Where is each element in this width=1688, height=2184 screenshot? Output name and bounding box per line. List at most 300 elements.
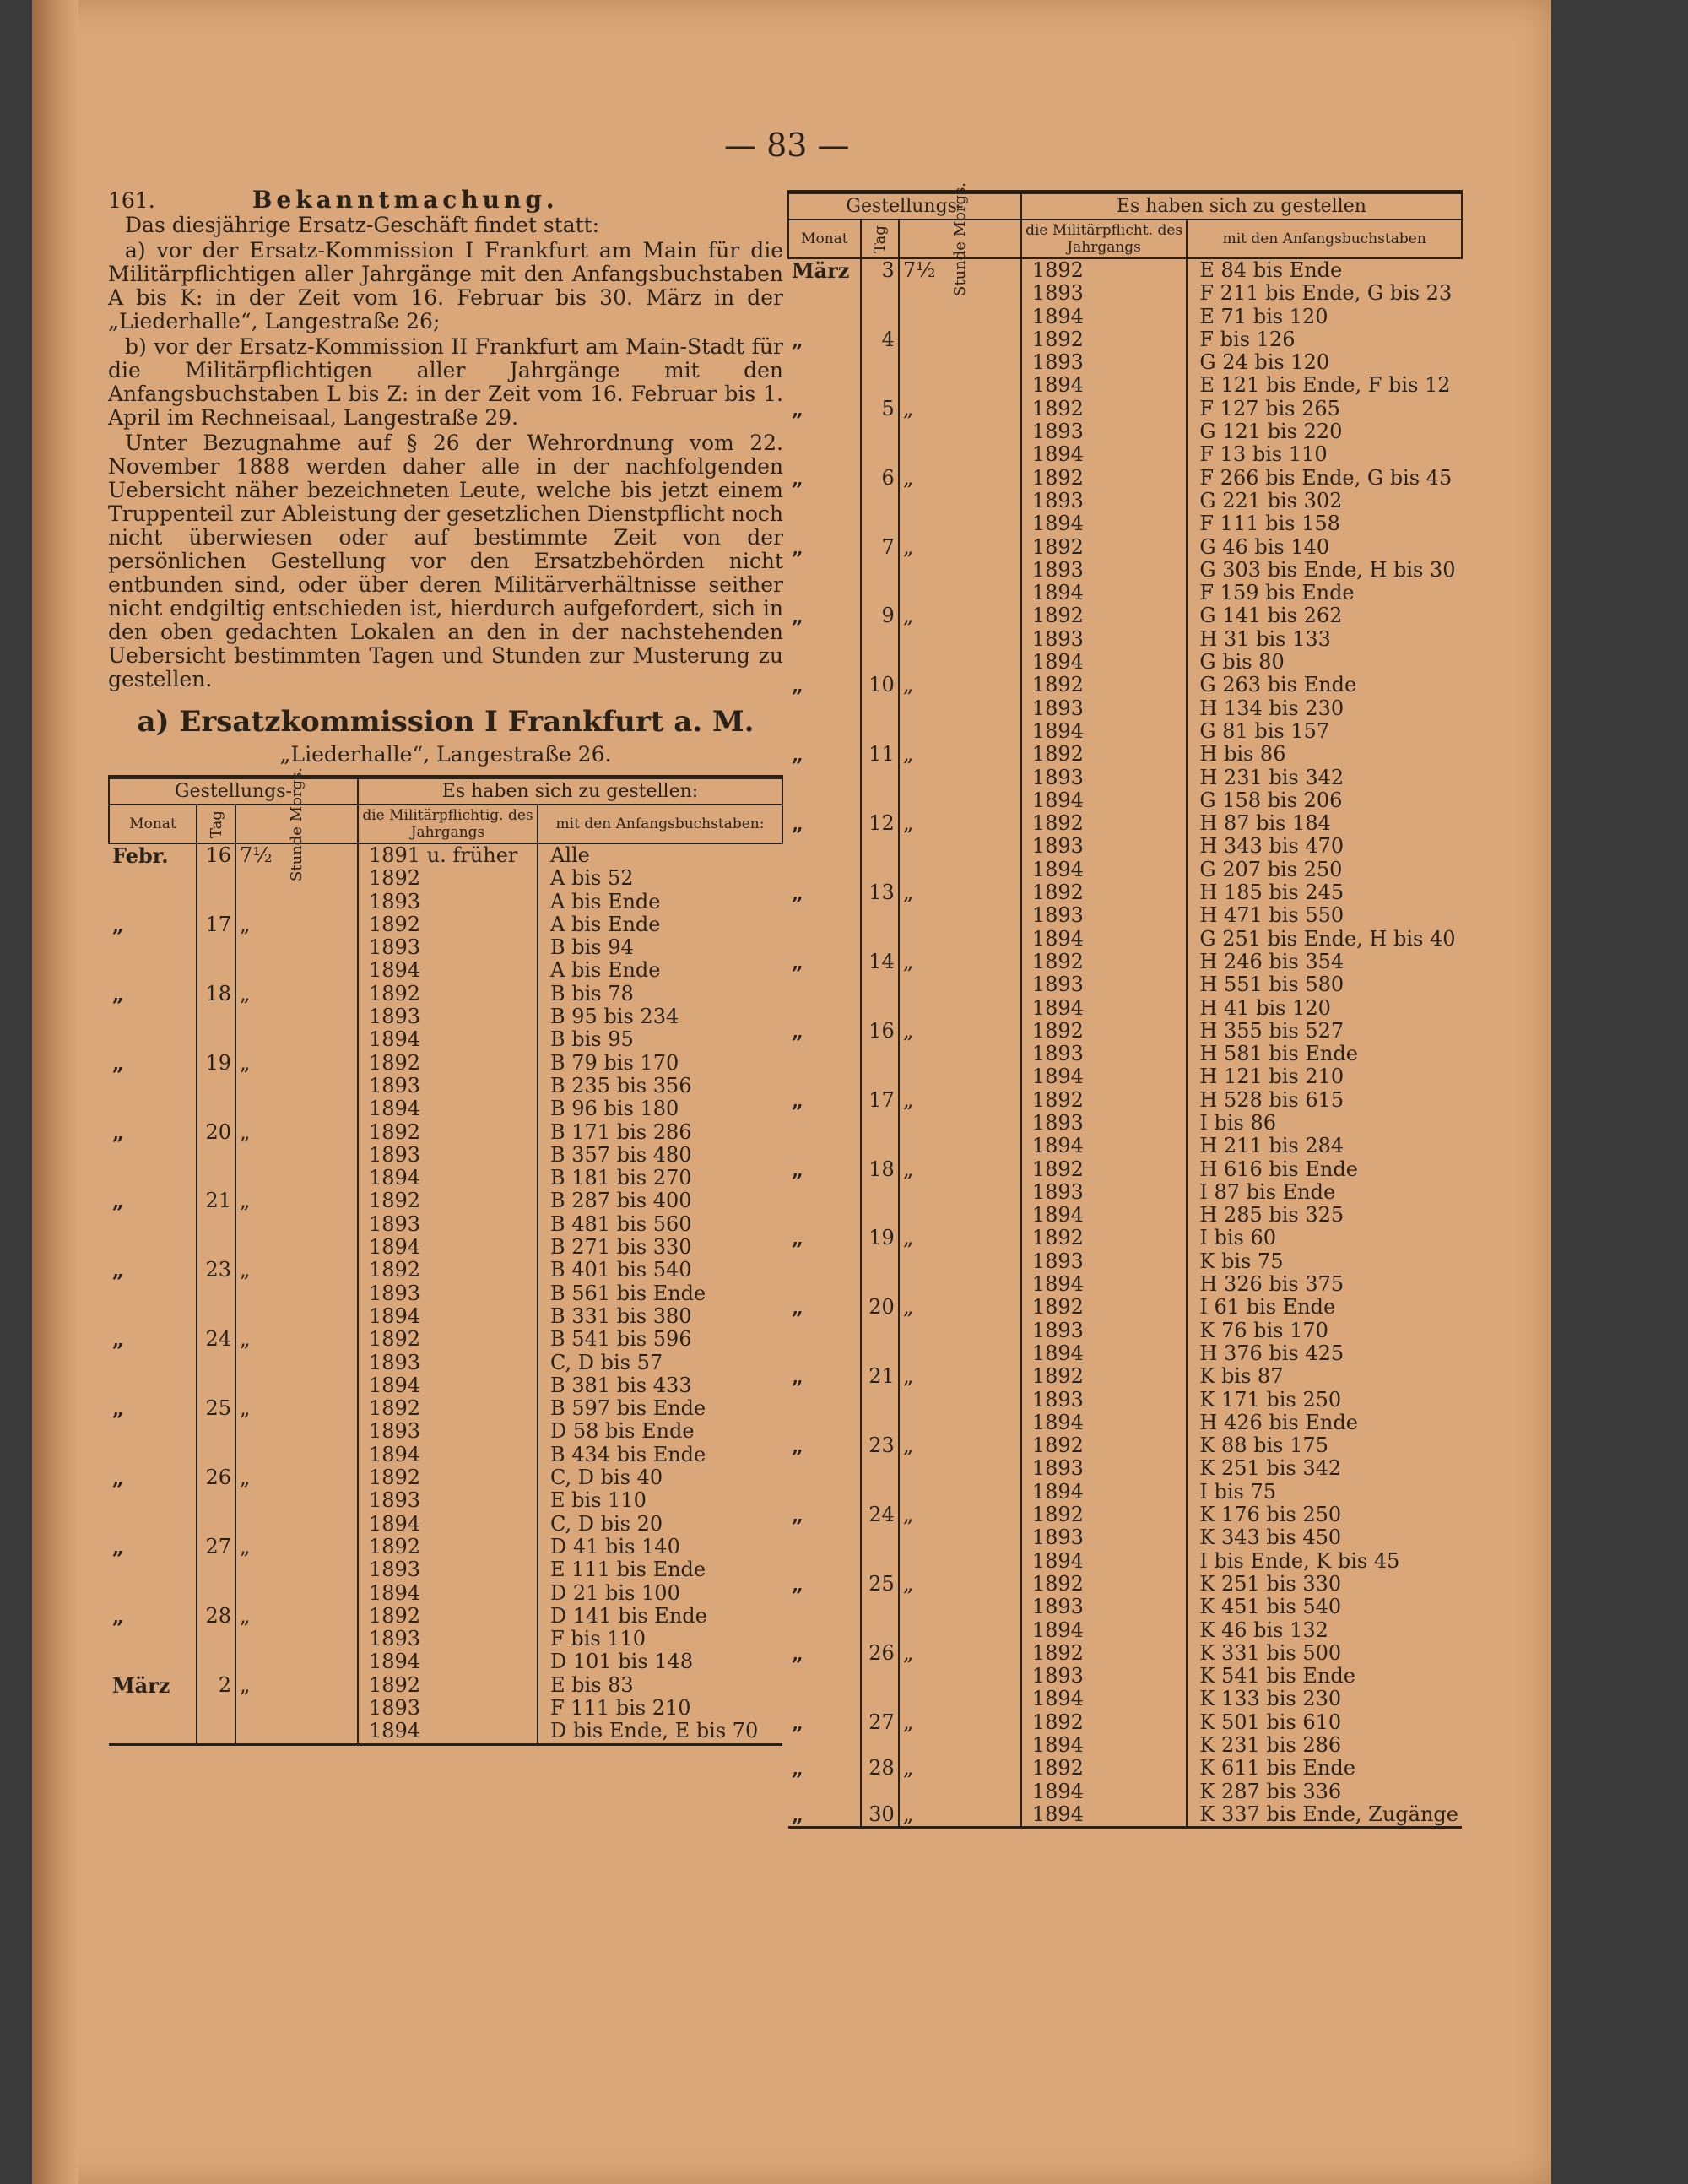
cell-monat: „ [109,1328,197,1351]
cell-monat: „ [788,881,861,904]
cell-stunde [899,1065,1021,1088]
cell-tag: 19 [197,1052,235,1075]
cell-stunde: „ [899,1573,1021,1596]
cell-buchstaben: I 87 bis Ende [1199,1179,1336,1204]
cell-buchstaben: H 246 bis 354 [1199,949,1344,973]
table-row [788,258,1462,282]
col-tag: Tag [861,219,899,258]
cell-jahrgang: 1893 [1021,559,1188,582]
cell-jahrgang: 1892 [1021,604,1188,627]
table-row [788,835,1462,858]
cell-tag [197,1282,235,1305]
cell-stunde: „ [235,1121,358,1144]
cell-jahrgang: 1893 [358,1005,538,1028]
cell-stunde [899,443,1021,466]
table-row [109,1674,782,1697]
table-row [788,1342,1462,1365]
cell-tag [197,1236,235,1259]
cell-stunde: „ [899,1365,1021,1388]
table-row [109,1605,782,1628]
cell-buchstaben: H 355 bis 527 [1199,1018,1344,1043]
cell-tag: 20 [197,1121,235,1144]
cell-jahrgang: 1894 [1021,512,1188,535]
cell-monat: „ [788,467,861,490]
cell-tag [861,904,899,927]
cell-jahrgang: 1894 [358,1582,538,1605]
cell-jahrgang: 1894 [1021,443,1188,466]
cell-buchstaben: H 376 bis 425 [1199,1341,1344,1365]
cell-tag [861,282,899,305]
left-column [108,186,783,1746]
cell-jahrgang: 1892 [1021,1227,1188,1249]
cell-buchstaben: K 231 bis 286 [1199,1733,1342,1757]
cell-jahrgang: 1893 [358,1628,538,1650]
cell-stunde: „ [235,1605,358,1628]
cell-buchstaben: G 24 bis 120 [1199,350,1330,375]
cell-buchstaben: F 211 bis Ende, G bis 23 [1199,281,1453,306]
cell-jahrgang: 1892 [1021,1089,1188,1112]
cell-monat [788,1481,861,1504]
cell-tag [197,867,235,890]
table-row [109,1536,782,1558]
cell-buchstaben: E bis 110 [550,1488,647,1513]
cell-jahrgang: 1894 [1021,1550,1188,1573]
cell-buchstaben: B 331 bis 380 [550,1303,692,1328]
cell-stunde [899,1273,1021,1296]
cell-jahrgang: 1894 [358,959,538,982]
cell-stunde [235,1005,358,1028]
cell-tag: 28 [861,1757,899,1780]
cell-jahrgang: 1892 [1021,951,1188,973]
cell-tag [197,1697,235,1720]
cell-buchstaben: K 541 bis Ende [1199,1664,1355,1688]
cell-jahrgang: 1893 [358,1213,538,1236]
cell-buchstaben: H 231 bis 342 [1199,765,1344,789]
table-row [109,1352,782,1374]
cell-jahrgang: 1894 [358,1650,538,1673]
cell-stunde [235,1236,358,1259]
table-row [109,1397,782,1420]
cell-tag: 26 [197,1466,235,1489]
cell-stunde: „ [235,1259,358,1282]
cell-stunde [899,1389,1021,1412]
cell-buchstaben: I bis 60 [1199,1226,1277,1250]
cell-tag [197,891,235,913]
cell-stunde [235,1282,358,1305]
table-row [788,928,1462,951]
cell-buchstaben: B 481 bis 560 [550,1211,692,1236]
cell-monat [788,859,861,881]
cell-monat [788,559,861,582]
cell-buchstaben: G 221 bis 302 [1199,488,1343,512]
table-row [788,812,1462,835]
cell-buchstaben: H 31 bis 133 [1199,626,1331,651]
cell-buchstaben: B 235 bis 356 [550,1073,692,1097]
table-row [788,604,1462,627]
cell-tag: 24 [861,1504,899,1526]
cell-buchstaben: I bis 86 [1199,1110,1277,1135]
cell-tag: 17 [861,1089,899,1112]
cell-monat [109,1236,197,1259]
cell-monat [788,282,861,305]
cell-stunde [235,1420,358,1443]
cell-buchstaben: A bis 52 [550,866,634,891]
table-row [788,582,1462,604]
cell-buchstaben: F bis 110 [550,1627,647,1651]
cell-jahrgang: 1892 [1021,1296,1188,1319]
cell-tag: 3 [861,258,899,282]
cell-stunde [899,559,1021,582]
cell-buchstaben: B 541 bis 596 [550,1327,692,1352]
table-row [788,1711,1462,1734]
table-row [788,351,1462,374]
cell-jahrgang: 1893 [358,1558,538,1581]
cell-monat [788,1688,861,1710]
table-row [788,467,1462,490]
cell-monat [109,959,197,982]
cell-jahrgang: 1894 [1021,928,1188,951]
cell-stunde [899,1596,1021,1618]
cell-stunde [235,1028,358,1051]
table-row [788,1158,1462,1181]
table-row [109,1720,782,1744]
cell-tag [861,1112,899,1135]
cell-stunde [235,1720,358,1744]
table-row [788,1434,1462,1457]
cell-tag [861,997,899,1020]
table-row [109,1028,782,1051]
cell-stunde: „ [899,1803,1021,1828]
cell-buchstaben: F 266 bis Ende, G bis 45 [1199,465,1453,490]
cell-buchstaben: H 581 bis Ende [1199,1042,1358,1066]
cell-jahrgang: 1894 [1021,651,1188,674]
cell-monat: „ [788,1089,861,1112]
cell-buchstaben: K 171 bis 250 [1199,1387,1342,1412]
cell-buchstaben: B 434 bis Ende [550,1442,706,1466]
cell-stunde: „ [899,1296,1021,1319]
table-row [788,398,1462,420]
cell-buchstaben: H 134 bis 230 [1199,696,1344,720]
cell-tag [861,1320,899,1342]
cell-jahrgang: 1893 [1021,1665,1188,1688]
cell-monat: „ [788,1434,861,1457]
col-tag: Tag [197,805,235,843]
cell-jahrgang: 1894 [1021,1204,1188,1227]
cell-stunde [899,582,1021,604]
cell-jahrgang: 1894 [1021,859,1188,881]
cell-jahrgang: 1893 [358,1697,538,1720]
cell-buchstaben: B 561 bis Ende [550,1281,706,1305]
cell-stunde [235,1097,358,1120]
cell-monat [109,1444,197,1466]
cell-stunde [899,1320,1021,1342]
cell-monat [788,1412,861,1434]
cell-jahrgang: 1892 [358,1466,538,1489]
cell-buchstaben: E 111 bis Ende [550,1558,706,1582]
cell-stunde [235,1352,358,1374]
cell-stunde: „ [899,1504,1021,1526]
cell-jahrgang: 1892 [1021,467,1188,490]
cell-jahrgang: 1894 [1021,374,1188,397]
cell-monat: „ [788,1296,861,1319]
cell-monat [109,1213,197,1236]
cell-buchstaben: I bis 75 [1199,1479,1277,1504]
cell-tag: 11 [861,743,899,766]
cell-buchstaben: D bis Ende, E bis 70 [538,1720,782,1744]
table-row [109,1121,782,1144]
cell-stunde [235,1444,358,1466]
cell-monat [109,891,197,913]
cell-stunde [899,351,1021,374]
cell-jahrgang: 1892 [1021,1711,1188,1734]
cell-stunde [235,1305,358,1328]
cell-tag [861,973,899,996]
cell-jahrgang: 1894 [1021,1412,1188,1434]
cell-tag [861,1619,899,1642]
cell-monat: März [109,1674,197,1697]
cell-tag [861,1250,899,1273]
cell-buchstaben: K 343 bis 450 [1199,1526,1342,1550]
cell-tag: 30 [861,1803,899,1828]
cell-buchstaben: K 501 bis 610 [1199,1710,1342,1734]
cell-monat [788,720,861,743]
cell-buchstaben: K 46 bis 132 [1199,1618,1328,1642]
cell-tag: 12 [861,812,899,835]
cell-tag [861,859,899,881]
para-b: b) vor der Ersatz-Kommission II Frankfurt am Main-Stadt für die Militärpflichtigen aller Jahrgänge mit den Anfangsbuchstaben L bis Z: in der Zeit vom 16. Februar bis 1. April im Rechneisaal, Langestraße 29. [108,334,783,430]
cell-jahrgang: 1892 [1021,1365,1188,1388]
cell-stunde [235,1513,358,1536]
cell-buchstaben: G 46 bis 140 [1199,534,1330,559]
cell-buchstaben: H 343 bis 470 [1199,834,1344,859]
cell-stunde [899,420,1021,443]
cell-stunde [899,1181,1021,1204]
cell-buchstaben: H 185 bis 245 [1199,881,1344,905]
cell-jahrgang: 1893 [1021,1526,1188,1549]
table-row [109,936,782,959]
cell-stunde [899,512,1021,535]
cell-tag [861,928,899,951]
cell-buchstaben: K bis 87 [1199,1364,1284,1389]
cell-tag [861,1780,899,1803]
cell-jahrgang: 1892 [358,1052,538,1075]
cell-jahrgang: 1894 [358,1028,538,1051]
cell-stunde [235,1628,358,1650]
table-row [788,997,1462,1020]
cell-jahrgang: 1893 [358,891,538,913]
cell-monat [788,374,861,397]
cell-stunde: „ [235,1536,358,1558]
table-row [788,767,1462,789]
cell-monat [109,1628,197,1650]
table-row [788,1526,1462,1549]
cell-monat [109,867,197,890]
cell-jahrgang: 1893 [1021,1389,1188,1412]
cell-jahrgang: 1894 [1021,1688,1188,1710]
table-row [788,628,1462,651]
cell-tag [861,1412,899,1434]
page-sheet [32,0,1551,2184]
cell-buchstaben: B 96 bis 180 [550,1097,679,1121]
cell-tag [197,1650,235,1673]
cell-monat [788,1389,861,1412]
cell-stunde: „ [899,1089,1021,1112]
cell-tag: 17 [197,913,235,936]
cell-jahrgang: 1894 [1021,789,1188,812]
cell-tag [861,628,899,651]
left-table-body [109,843,782,1744]
cell-buchstaben: E 84 bis Ende [1199,258,1343,282]
table-row [788,1803,1462,1828]
cell-jahrgang: 1892 [358,867,538,890]
table-row [109,1190,782,1212]
cell-jahrgang: 1892 [1021,398,1188,420]
cell-monat: „ [109,1190,197,1212]
table-row [788,1389,1462,1412]
cell-monat [788,490,861,512]
cell-monat [788,351,861,374]
cell-monat: „ [109,1466,197,1489]
para-main: Unter Bezugnahme auf § 26 der Wehrordnung vom 22. November 1888 werden daher alle in der nachfolgenden Uebersicht näher bezeichneten Leute, welche bis jetzt einem Truppenteil zur Ableistung der gesetzlichen Dienstpflicht noch nicht überwiesen oder auf bestimmte Zeit von der persönlichen Gestellung vor den Ersatzbehörden nicht entbunden sind, oder über deren Militärverhältnisse seither nicht endgiltig entschieden ist, hierdurch aufgefordert, sich in den oben gedachten Lokalen an den in der nachstehenden Uebersicht bestimmten Tagen und Stunden zur Musterung zu gestellen. [108,431,783,691]
cell-buchstaben: K 176 bis 250 [1199,1503,1342,1527]
cell-jahrgang: 1893 [358,1489,538,1512]
cell-stunde: „ [899,467,1021,490]
cell-stunde [235,1167,358,1190]
cell-monat [109,1558,197,1581]
cell-stunde [899,490,1021,512]
cell-buchstaben: K 133 bis 230 [1199,1687,1342,1711]
section-venue: „Liederhalle“, Langestraße 26. [279,742,612,767]
cell-tag [197,1213,235,1236]
cell-tag [197,1075,235,1097]
cell-monat: „ [788,1504,861,1526]
cell-monat [788,928,861,951]
page-fold [32,0,78,2184]
cell-stunde [899,1412,1021,1434]
cell-buchstaben: K 251 bis 330 [1199,1571,1342,1596]
cell-monat: „ [788,1158,861,1181]
cell-jahrgang: 1892 [1021,258,1188,282]
table-row [109,1052,782,1075]
cell-tag: 25 [197,1397,235,1420]
cell-stunde [899,1688,1021,1710]
table-row [788,789,1462,812]
cell-stunde: „ [899,1434,1021,1457]
cell-monat: „ [788,1020,861,1043]
cell-jahrgang: 1892 [1021,328,1188,351]
cell-tag [861,490,899,512]
cell-monat: „ [788,1757,861,1780]
table-row [788,282,1462,305]
cell-jahrgang: 1894 [1021,720,1188,743]
cell-buchstaben: H 551 bis 580 [1199,973,1344,997]
col-group-gestellung: Gestellungs- [788,192,1021,220]
cell-stunde [235,891,358,913]
cell-monat [788,904,861,927]
cell-jahrgang: 1892 [358,1536,538,1558]
cell-jahrgang: 1892 [358,913,538,936]
cell-tag [197,1420,235,1443]
cell-monat [109,1420,197,1443]
cell-buchstaben: H 326 bis 375 [1199,1272,1344,1297]
cell-buchstaben: B 79 bis 170 [550,1050,679,1075]
cell-buchstaben: K 331 bis 500 [1199,1640,1342,1665]
cell-monat [788,1112,861,1135]
cell-monat: „ [788,674,861,696]
cell-buchstaben: D 41 bis 140 [550,1534,680,1558]
cell-buchstaben: B bis 94 [550,935,634,960]
cell-buchstaben: H 211 bis 284 [1199,1134,1344,1158]
right-table-body [788,258,1462,1828]
table-row [109,1005,782,1028]
cell-monat [109,1650,197,1673]
cell-jahrgang: 1893 [1021,1320,1188,1342]
cell-stunde [899,1526,1021,1549]
cell-stunde [899,1734,1021,1757]
table-row [109,913,782,936]
cell-tag [861,1665,899,1688]
cell-stunde [235,1650,358,1673]
cell-monat: „ [109,1536,197,1558]
cell-stunde [899,720,1021,743]
cell-stunde: „ [235,1328,358,1351]
cell-tag: 24 [197,1328,235,1351]
cell-jahrgang: 1894 [1021,1481,1188,1504]
cell-tag [197,1513,235,1536]
cell-jahrgang: 1894 [1021,1734,1188,1757]
cell-jahrgang: 1892 [1021,1158,1188,1181]
cell-stunde [899,651,1021,674]
cell-jahrgang: 1894 [358,1720,538,1744]
cell-jahrgang: 1893 [358,1420,538,1443]
cell-monat: „ [109,1121,197,1144]
cell-stunde [899,835,1021,858]
cell-stunde [899,697,1021,720]
cell-stunde [899,1135,1021,1157]
col-buchstaben: mit den Anfangsbuchstaben: [538,805,782,843]
cell-monat: Febr. [109,843,197,867]
cell-buchstaben: E 71 bis 120 [1199,304,1328,328]
table-row [788,1320,1462,1342]
cell-tag: 23 [861,1434,899,1457]
cell-jahrgang: 1892 [358,1328,538,1351]
cell-tag [197,936,235,959]
cell-jahrgang: 1894 [358,1374,538,1397]
cell-monat [788,1457,861,1480]
cell-monat: „ [788,604,861,627]
cell-jahrgang: 1894 [358,1444,538,1466]
cell-tag: 6 [861,467,899,490]
cell-monat [788,582,861,604]
table-row [788,1089,1462,1112]
cell-monat [109,1282,197,1305]
table-row [788,1780,1462,1803]
announcement-number: 161. [108,188,155,213]
cell-buchstaben: H 616 bis Ende [1199,1157,1358,1181]
table-row [109,1489,782,1512]
cell-monat [788,306,861,328]
cell-stunde: „ [899,604,1021,627]
table-row [788,559,1462,582]
table-row [109,1374,782,1397]
cell-stunde: „ [899,812,1021,835]
cell-buchstaben: B 401 bis 540 [550,1258,692,1282]
cell-buchstaben: E bis 83 [550,1672,634,1697]
cell-buchstaben: F 127 bis 265 [1199,396,1340,420]
cell-buchstaben: H bis 86 [1199,742,1286,767]
cell-monat: „ [788,812,861,835]
cell-stunde: „ [899,1757,1021,1780]
